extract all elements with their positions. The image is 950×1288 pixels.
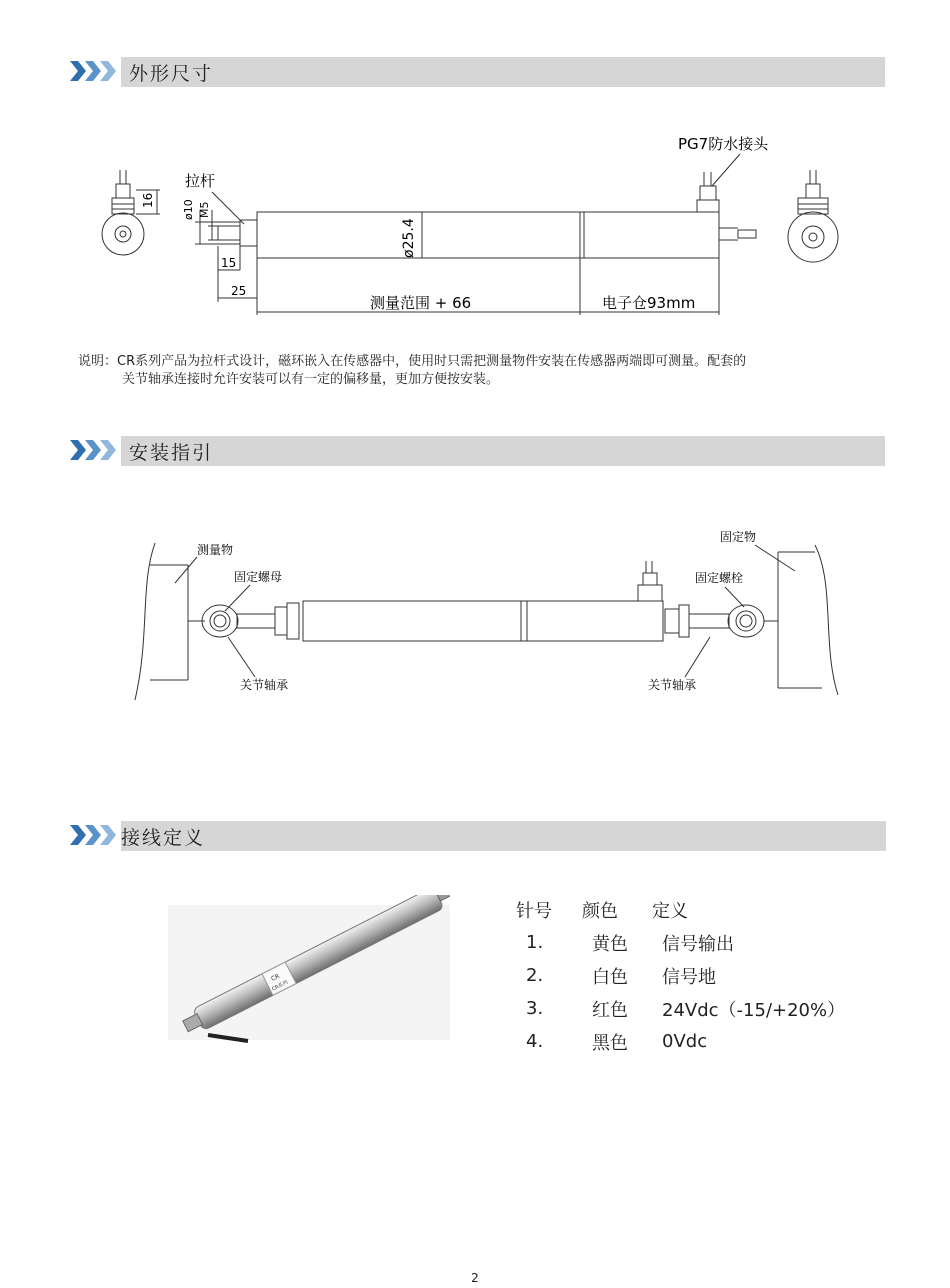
sensor-tube [257, 172, 756, 258]
joint-bearing-left-label: 关节轴承 [240, 678, 289, 692]
wire-color: 黑色 [592, 1032, 628, 1054]
header-definition: 定义 [652, 900, 688, 922]
dim-15: 15 [221, 256, 237, 270]
dim-25: 25 [231, 284, 247, 298]
table-header [516, 893, 882, 926]
section-title: 接线定义 [121, 826, 206, 849]
product-photo [168, 895, 450, 1045]
connector-label: PG7防水接头 [678, 135, 769, 153]
dim-16: 16 [141, 192, 155, 208]
dim-diameter: ø25.4 [401, 218, 417, 258]
wire-color: 黄色 [592, 933, 628, 955]
chevron-icon [70, 440, 120, 460]
section-title: 安装指引 [129, 441, 214, 464]
pull-rod-label: 拉杆 [185, 172, 216, 190]
wiring-table [516, 893, 882, 1058]
page-number: 2 [471, 1271, 479, 1285]
photo-series: CR系列 [271, 979, 289, 993]
end-view-right [788, 170, 838, 262]
end-view-left [102, 170, 160, 255]
dimension-drawing [0, 120, 950, 330]
pin-definition: 0Vdc [662, 1031, 708, 1052]
measured-object-label: 测量物 [197, 543, 234, 557]
pin-number: 1. [526, 932, 544, 953]
section-title: 外形尺寸 [129, 62, 214, 85]
electronics-label: 电子仓93mm [602, 294, 696, 312]
installation-drawing [0, 525, 950, 715]
note-line-2: 关节轴承连接时允许安装可以有一定的偏移量，更加方便按安装。 [122, 372, 500, 387]
table-row [516, 1025, 882, 1058]
note-line-1: 说明：CR系列产品为拉杆式设计，磁环嵌入在传感器中，使用时只需把测量物件安装在传感器两端即可测量。配套的 [78, 354, 747, 369]
pin-number: 2. [526, 965, 544, 986]
wire-color: 红色 [592, 999, 628, 1021]
dim-m5: M5 [198, 201, 211, 218]
pin-definition: 24Vdc（-15/+20%） [662, 999, 846, 1021]
dim-10: ø10 [182, 199, 195, 220]
table-row [516, 926, 882, 959]
fixing-bolt-label: 固定螺栓 [695, 571, 744, 585]
range-label: 测量范围 + 66 [370, 294, 472, 312]
pin-number: 4. [526, 1031, 544, 1052]
pin-definition: 信号地 [662, 966, 716, 988]
fixed-object-label: 固定物 [720, 530, 757, 544]
joint-bearing-right-label: 关节轴承 [648, 678, 697, 692]
note [78, 353, 746, 389]
header-pin: 针号 [516, 900, 552, 922]
chevron-icon [70, 825, 120, 845]
pin-definition: 信号输出 [662, 933, 734, 955]
fixing-nut-label: 固定螺母 [234, 570, 283, 584]
pin-number: 3. [526, 998, 544, 1019]
table-row [516, 992, 882, 1025]
wire-color: 白色 [592, 966, 628, 988]
table-row [516, 959, 882, 992]
header-color: 颜色 [582, 900, 618, 922]
photo-brand: CR [270, 972, 281, 983]
chevron-icon [70, 61, 120, 81]
